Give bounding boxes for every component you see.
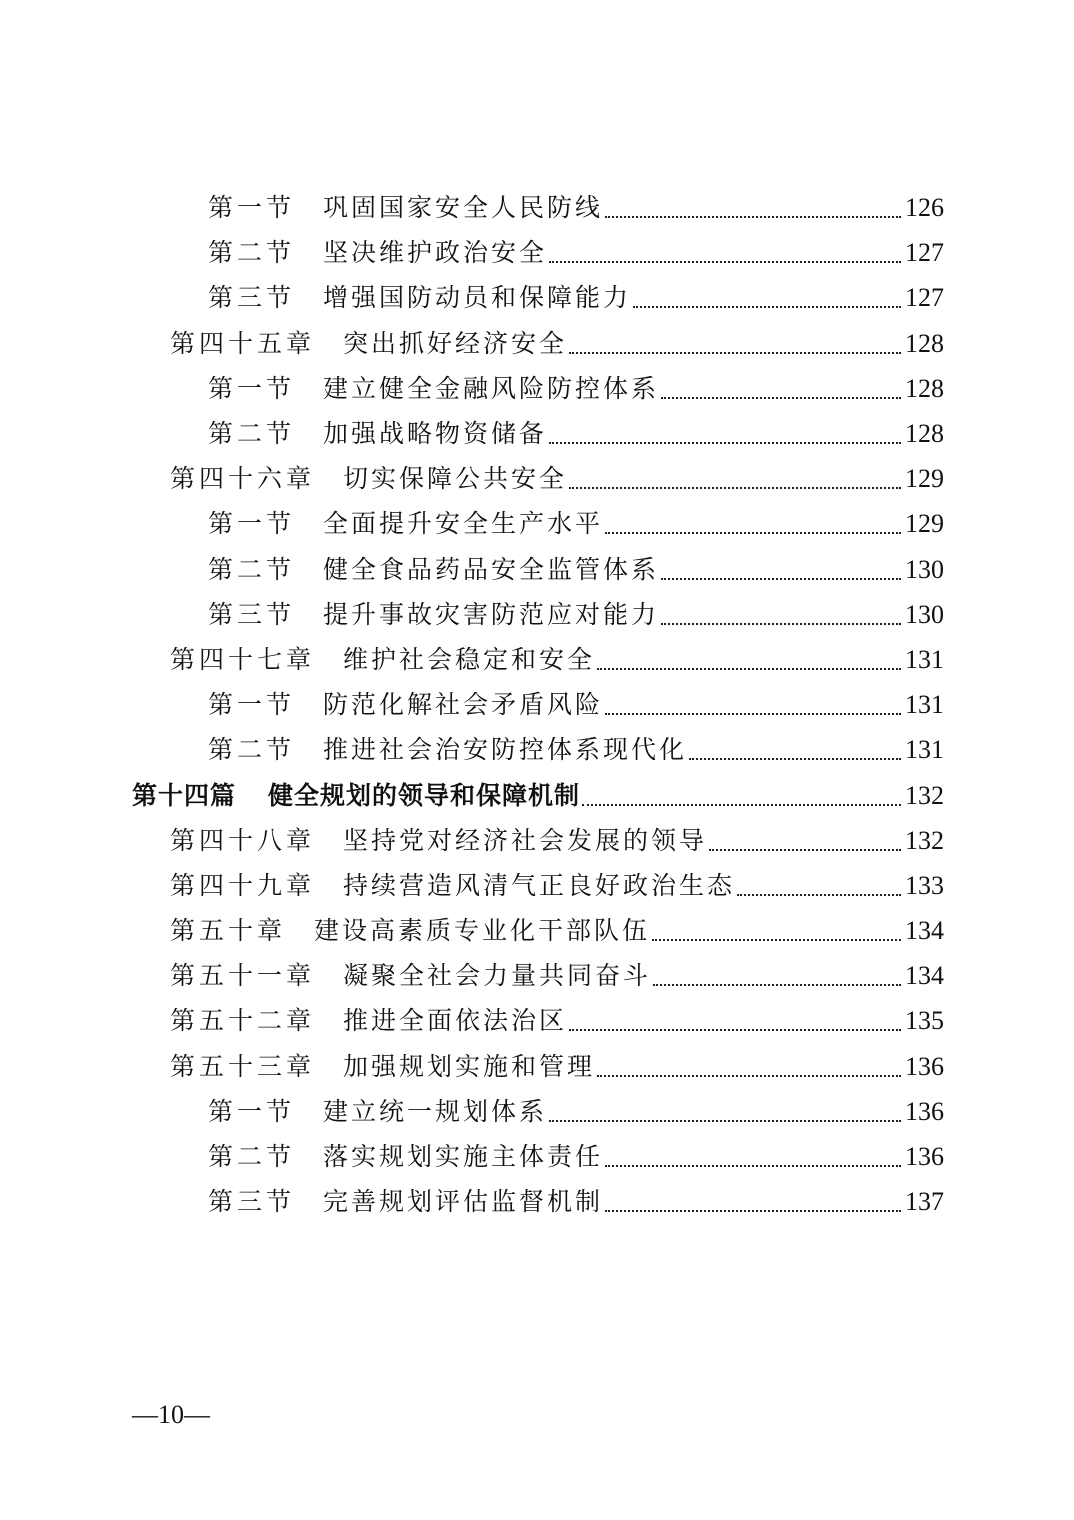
dot-leader xyxy=(651,953,905,998)
toc-entry-label: 第四十八章 xyxy=(170,825,316,855)
dot-leader xyxy=(567,456,905,501)
toc-entry-chapter[interactable] xyxy=(0,456,1074,501)
toc-entry-title: 完善规划评估监督机制 xyxy=(323,1187,604,1217)
toc-entry-label: 第五十章 xyxy=(170,916,287,946)
dot-leader xyxy=(687,727,905,772)
toc-entry-label: 第二节 xyxy=(208,735,296,765)
toc-entry-page: 128 xyxy=(905,419,944,449)
toc-entry-label: 第三节 xyxy=(208,1187,296,1217)
page-number: —10— xyxy=(132,1400,210,1429)
toc-entry-section[interactable] xyxy=(0,1179,1074,1224)
toc-entry-page: 133 xyxy=(905,870,944,900)
toc-entry-page: 130 xyxy=(905,599,944,629)
toc-entry-page: 137 xyxy=(905,1187,944,1217)
dot-leader xyxy=(580,773,905,818)
dot-leader xyxy=(650,908,905,953)
toc-entry-title: 提升事故灾害防范应对能力 xyxy=(323,599,660,629)
toc-entry-chapter[interactable] xyxy=(0,863,1074,908)
dot-leader xyxy=(595,637,905,682)
toc-entry-label: 第三节 xyxy=(208,283,296,313)
toc-entry-section[interactable] xyxy=(0,592,1074,637)
toc-entry-chapter[interactable] xyxy=(0,818,1074,863)
toc-entry-section[interactable] xyxy=(0,366,1074,411)
toc-entry-label: 第五十三章 xyxy=(170,1051,316,1081)
toc-entry-label: 第四十七章 xyxy=(170,644,316,674)
dot-leader xyxy=(603,185,905,230)
toc-entry-title: 切实保障公共安全 xyxy=(343,464,568,494)
toc-entry-label: 第五十二章 xyxy=(170,1006,316,1036)
toc-entry-page: 128 xyxy=(905,373,944,403)
dot-leader xyxy=(603,501,905,546)
toc-entry-title: 增强国防动员和保障能力 xyxy=(323,283,632,313)
toc-entry-chapter[interactable] xyxy=(0,998,1074,1043)
toc-entry-title: 加强战略物资储备 xyxy=(323,419,548,449)
toc-entry-title: 防范化解社会矛盾风险 xyxy=(323,690,604,720)
toc-entry-chapter[interactable] xyxy=(0,637,1074,682)
table-of-contents xyxy=(0,185,1074,1224)
toc-entry-label: 第二节 xyxy=(208,238,296,268)
toc-entry-label: 第二节 xyxy=(208,554,296,584)
toc-entry-page: 127 xyxy=(905,283,944,313)
toc-entry-section[interactable] xyxy=(0,185,1074,230)
toc-entry-title: 建设高素质专业化干部队伍 xyxy=(314,916,651,946)
toc-entry-label: 第四十六章 xyxy=(170,464,316,494)
toc-entry-page: 131 xyxy=(905,735,944,765)
toc-entry-page: 134 xyxy=(905,916,944,946)
toc-entry-title: 推进社会治安防控体系现代化 xyxy=(323,735,688,765)
dot-leader xyxy=(659,547,905,592)
toc-entry-page: 131 xyxy=(905,690,944,720)
toc-entry-title: 推进全面依法治区 xyxy=(343,1006,568,1036)
toc-entry-section[interactable] xyxy=(0,547,1074,592)
dot-leader xyxy=(547,411,905,456)
toc-entry-chapter[interactable] xyxy=(0,321,1074,366)
toc-entry-label: 第一节 xyxy=(208,690,296,720)
toc-entry-title: 巩固国家安全人民防线 xyxy=(323,193,604,223)
toc-entry-page: 129 xyxy=(905,464,944,494)
toc-entry-page: 136 xyxy=(905,1142,944,1172)
toc-entry-page: 136 xyxy=(905,1051,944,1081)
toc-entry-title: 全面提升安全生产水平 xyxy=(323,509,604,539)
toc-entry-page: 126 xyxy=(905,193,944,223)
toc-entry-chapter[interactable] xyxy=(0,1044,1074,1089)
dot-leader xyxy=(603,682,905,727)
dot-leader xyxy=(659,366,905,411)
toc-entry-section[interactable] xyxy=(0,727,1074,772)
toc-entry-section[interactable] xyxy=(0,501,1074,546)
toc-entry-label: 第五十一章 xyxy=(170,961,316,991)
toc-entry-title: 健全规划的领导和保障机制 xyxy=(268,780,581,810)
dot-leader xyxy=(631,275,905,320)
toc-entry-title: 持续营造风清气正良好政治生态 xyxy=(343,870,736,900)
toc-entry-chapter[interactable] xyxy=(0,908,1074,953)
toc-entry-title: 突出抓好经济安全 xyxy=(343,328,568,358)
dot-leader xyxy=(707,818,905,863)
dot-leader xyxy=(547,1089,905,1134)
toc-entry-label: 第一节 xyxy=(208,373,296,403)
toc-entry-label: 第十四篇 xyxy=(132,780,237,810)
dot-leader xyxy=(547,230,905,275)
toc-entry-section[interactable] xyxy=(0,1134,1074,1179)
toc-entry-section[interactable] xyxy=(0,682,1074,727)
toc-entry-page: 130 xyxy=(905,554,944,584)
dot-leader xyxy=(735,863,905,908)
toc-entry-page: 135 xyxy=(905,1006,944,1036)
dot-leader xyxy=(603,1179,905,1224)
dot-leader xyxy=(603,1134,905,1179)
toc-entry-title: 维护社会稳定和安全 xyxy=(343,644,596,674)
toc-entry-section[interactable] xyxy=(0,1089,1074,1134)
toc-entry-title: 坚决维护政治安全 xyxy=(323,238,548,268)
toc-entry-label: 第四十五章 xyxy=(170,328,316,358)
toc-entry-title: 坚持党对经济社会发展的领导 xyxy=(343,825,708,855)
toc-entry-section[interactable] xyxy=(0,230,1074,275)
toc-entry-label: 第二节 xyxy=(208,1142,296,1172)
toc-entry-label: 第一节 xyxy=(208,193,296,223)
toc-entry-label: 第四十九章 xyxy=(170,870,316,900)
dot-leader xyxy=(567,998,905,1043)
toc-entry-section[interactable] xyxy=(0,275,1074,320)
toc-entry-section[interactable] xyxy=(0,411,1074,456)
toc-entry-title: 加强规划实施和管理 xyxy=(343,1051,596,1081)
dot-leader xyxy=(659,592,905,637)
toc-entry-page: 132 xyxy=(905,825,944,855)
toc-entry-title: 建立健全金融风险防控体系 xyxy=(323,373,660,403)
toc-entry-part[interactable] xyxy=(0,772,1074,817)
toc-entry-page: 129 xyxy=(905,509,944,539)
toc-entry-page: 136 xyxy=(905,1096,944,1126)
toc-entry-label: 第一节 xyxy=(208,509,296,539)
toc-entry-page: 134 xyxy=(905,961,944,991)
dot-leader xyxy=(567,321,905,366)
toc-entry-page: 131 xyxy=(905,644,944,674)
toc-entry-label: 第三节 xyxy=(208,599,296,629)
toc-entry-title: 凝聚全社会力量共同奋斗 xyxy=(343,961,652,991)
toc-entry-title: 健全食品药品安全监管体系 xyxy=(323,554,660,584)
toc-entry-label: 第一节 xyxy=(208,1096,296,1126)
toc-entry-page: 127 xyxy=(905,238,944,268)
dot-leader xyxy=(595,1044,905,1089)
toc-entry-page: 132 xyxy=(905,780,944,810)
toc-entry-chapter[interactable] xyxy=(0,953,1074,998)
toc-entry-page: 128 xyxy=(905,328,944,358)
toc-entry-title: 建立统一规划体系 xyxy=(323,1096,548,1126)
toc-entry-title: 落实规划实施主体责任 xyxy=(323,1142,604,1172)
toc-entry-label: 第二节 xyxy=(208,419,296,449)
